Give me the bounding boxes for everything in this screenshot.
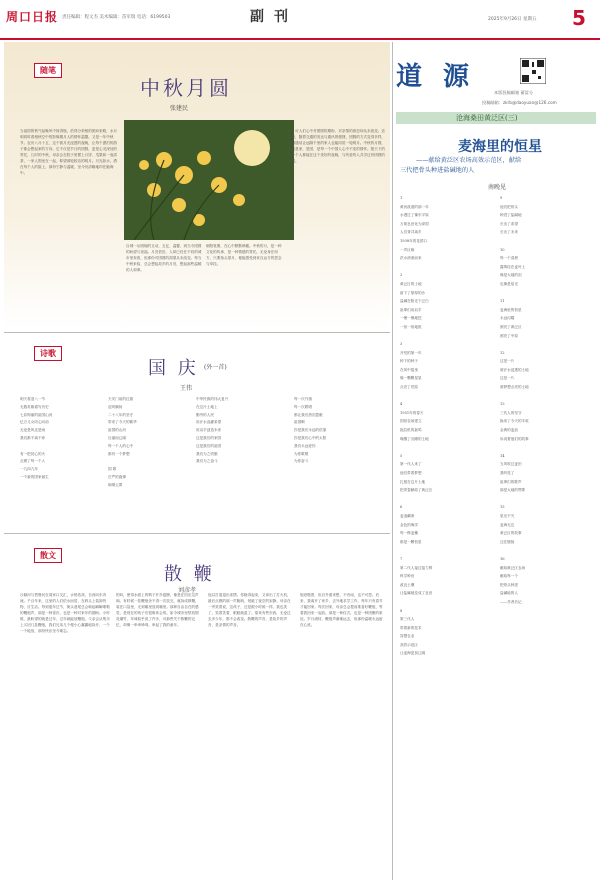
header-meta: 责任编辑：程文杰 美术编辑：苗军瑞 电话：6199503 xyxy=(62,15,171,20)
section-title: 副刊 xyxy=(250,9,298,25)
sanwen-body-col4: 炮爱燃着，但自外面来想，不有闲，也不可思。后来，我离开了家乡，去外地求学工作，每年只有春节才能回家。每次回家，母亲总会提前准备好鞭炮，等着我回来一起放。那是一种仪式，也是一种团聚的象征。岁月流转，鞭炮声渐渐远去，但那份温暖永远留在心底。 xyxy=(300,593,383,627)
suibi-body-col2: 百城一从明镜的互动，五亿、温馨，到当今团圆的盼望与祝福。月亮依旧，人却已经在不同的城市里奔波，但那份对团圆的渴望从未改变。每当中秋来临，总会想起故乡的月亮，想起那些温暖的人和事。 xyxy=(126,244,202,272)
shige-tag: 诗歌 xyxy=(34,346,62,361)
qr-code xyxy=(520,58,546,84)
issue-date: 2025年9月26日 星期五 xyxy=(488,17,537,22)
suibi-body-col4: 化，可人们心中对团圆的期盼，对亲情的眷恋却从未改变。近年来，随着交通的发达与通讯的便捷，团圆的方式变得多样，视频通话让远隔千里的家人也能同赏一轮明月。中秋的月圆，圆的是家，是国，是每一个中国人心中不变的情怀。愿天下的每一个人都能在这个美好的夜晚，与所爱的人共享这份团圆的喜悦。 xyxy=(288,129,386,163)
sanwen-title: 散 鞭 xyxy=(164,564,215,585)
shige-title-suffix: (外一首) xyxy=(204,364,227,371)
daoyuan-author: 南晚见 xyxy=(488,184,507,191)
suibi-author: 张建民 xyxy=(170,105,189,112)
sanwen-author: 刘彦孝 xyxy=(178,587,197,594)
daoyuan-note1: 本版投稿邮箱 蓄富分 xyxy=(494,90,534,95)
poem-col4: 每一次升旗 每一次歌唱 都让我们热泪盈眶 祖国啊 你是我们永远的依靠 你是我们心中的太阳 我们永远爱你 为你歌唱 为你奋斗 xyxy=(294,397,327,464)
suibi-title: 中秋月圆 xyxy=(140,76,232,100)
daoyuan-section: 沧海桑田黄泛区(三) xyxy=(456,114,518,122)
suibi-tag: 随笔 xyxy=(34,63,62,78)
daoyuan-note2: 投稿邮箱：zkrb@daoyuan@126.com xyxy=(482,100,557,105)
daoyuan-poem-col2: 9 他们把骨头 种进了盐碱地 长出了希望 长出了未来 10 每一个清晨 露珠挂在麦叶上 像是大地的泪 也像是星光 11 麦海里的恒星 永远闪耀 照亮了黄泛区 照亮了中原 12 这是一片 被汗水浸透的土地 这是一片 被梦想点亮的土地 13 三代人的坚守 换来了今天的丰收 金黄的麦浪 诉说着他们的故事 14 当风吹过麦田 我听见了 祖辈们的歌声 那是大地的赞歌 15 星光不灭 麦海无边 黄泛区的故事 还在继续 16 献给黄泛区农场 献给每一个 把骨头种进 盐碱地的人 ——作者后记 xyxy=(500,196,529,604)
daoyuan-main-title: 麦海里的恒星 xyxy=(458,139,542,155)
page-number: 5 xyxy=(572,6,586,30)
poem-col3: 中华民族的伟大复兴 在这片土地上 勤劳的人民 用汗水浇灌希望 用双手创造未来 这是我们的家园 这是我们的祖国 我们为之骄傲 我们为之奋斗 xyxy=(196,397,229,464)
daoyuan-subtitle2: 三代把骨头种进盐碱地的人 xyxy=(400,167,475,174)
daoyuan-poem-col1: 1 黄河改道的那一年 水漫过了豫东平原 万顷良田化为泽国 人们背井离乡 1938年的花园口 一声巨响 洪水滚滚而来 2 黄泛区的土地 留下了厚厚的沙 盐碱在阳光下泛白 祖辈们用双手 一锹一锹地挖 一担一担地挑 3 开荒的第一年 种下的种子 在风中摇曳 像一颗颗星星 点亮了荒原 4 1951年的春天 国营农场建立 拖拉机的轰鸣 唤醒了沉睡的土地 5 第一代人来了 他们带着梦想 扎根在这片土地 把青春献给了黄泛区 6 麦浪翻滚 金色的海洋 每一株麦穗 都是一颗恒星 7 第二代人接过接力棒 科学种田 改良土壤 让盐碱地变成了良田 8 第三代人 带着新的技术 智慧农业 高效示范区 让麦海更加辽阔 xyxy=(400,196,433,656)
moon-tree-illustration xyxy=(124,120,294,240)
poem-col2: 天安门前的红旗 迎风飘扬 二十八年的坚守 带来了今天的繁华 祖国的山河 壮丽而辽阔 每一个人的心中 都有一个梦想 国 歌 庄严的旋律 响彻云霄 xyxy=(108,397,137,487)
shige-title: 国 庆 xyxy=(148,358,199,379)
sanwen-tag: 散文 xyxy=(34,548,62,563)
sanwen-body-col1: 沙颖河与贾鲁河在周家口交汇，水势浩荡，自西向东奔流。千百年来，这里的人们依水而居，在码头上装卸货物，讨生活。每到逢年过节，街头巷尾总会响起噼噼啪啪的鞭炮声，那是一种喜庆，也是一种对来年的期盼。小时候，最盼望的就是过年，过年就能放鞭炮。父亲会从集市上买回几挂鞭炮，我们兄弟几个便小心翼翼地拆开，一个一个地放，那份快乐至今难忘。 xyxy=(20,593,110,633)
poem-col1: 明天将迎八一节 无数英雄谱写历史 七彩绚丽的祖国山河 亿万儿女同心向前 无论是风还是雨 我们都不离不弃 有一把初心的火 点燃了每一个人 一九四九年 一个新的国家诞生 xyxy=(20,397,53,479)
sanwen-body-col3: 他以打退退出来摆。你晓得起来，又拿出了打火机，最后点燃的那一声脆响，划破了夜空的寂静。母亲在一旁笑着说，这孩子，还是跟小时候一样。我也笑了，笑着笑着，眼眶就湿了。原来有些东西，无论过去多少年，都不会改变。散鞭的声音，是故乡的声音，是亲情的声音。 xyxy=(208,593,291,627)
sanwen-body-col2: 的叫，使得水面上的鸭子扑扑翅膀，像是在回应这声响。有时候一挂鞭炮舍不得一次放完，就拆成散鞭，装在口袋里，走到哪里放到哪里。那种自由自在的感觉，是现在的孩子们很难体会的。如今城市里禁放烟花爆竹，年味似乎淡了许多，可那些关于散鞭的记忆，却像一串串珍珠，串起了我的童年。 xyxy=(116,593,199,627)
newspaper-logo: 周口日报 xyxy=(6,10,59,24)
suibi-body-col1: 当祖国的秋气起晚风中掠得瓶，依得分采相的团问来路，水月明同时看相秋空中的影像期月人的情怀温馨。又是一年中秋节。农历八月十五，这个被月光浸透的夜晚，让每个漂泊的游子都会想起家的方向。它不仅是节日的团圆，更是心灵深处的寄托，儿时的中秋，母亲会在院子里摆上月饼、瓜果和一壶清茶，一家人围坐在一起，仰望那轮皎洁的明月。月光如水，洒在每个人的脸上，那份宁静与温暖，至今仍清晰地印在脑海中。 xyxy=(20,129,118,175)
shige-author: 王伟 xyxy=(180,385,193,392)
daoyuan-title: 道 源 xyxy=(396,62,476,92)
daoyuan-subtitle1: ——献给黄泛区农场高效示范区，献给 xyxy=(416,157,522,164)
suibi-body-col3: 朝阳笔墨，在心中默默珍藏。中秋的月，是一种文化的传承，是一种情感的寄托。无论身在何方，只要抬头望月，便能感受到来自远方的思念与牵挂。 xyxy=(206,244,282,266)
